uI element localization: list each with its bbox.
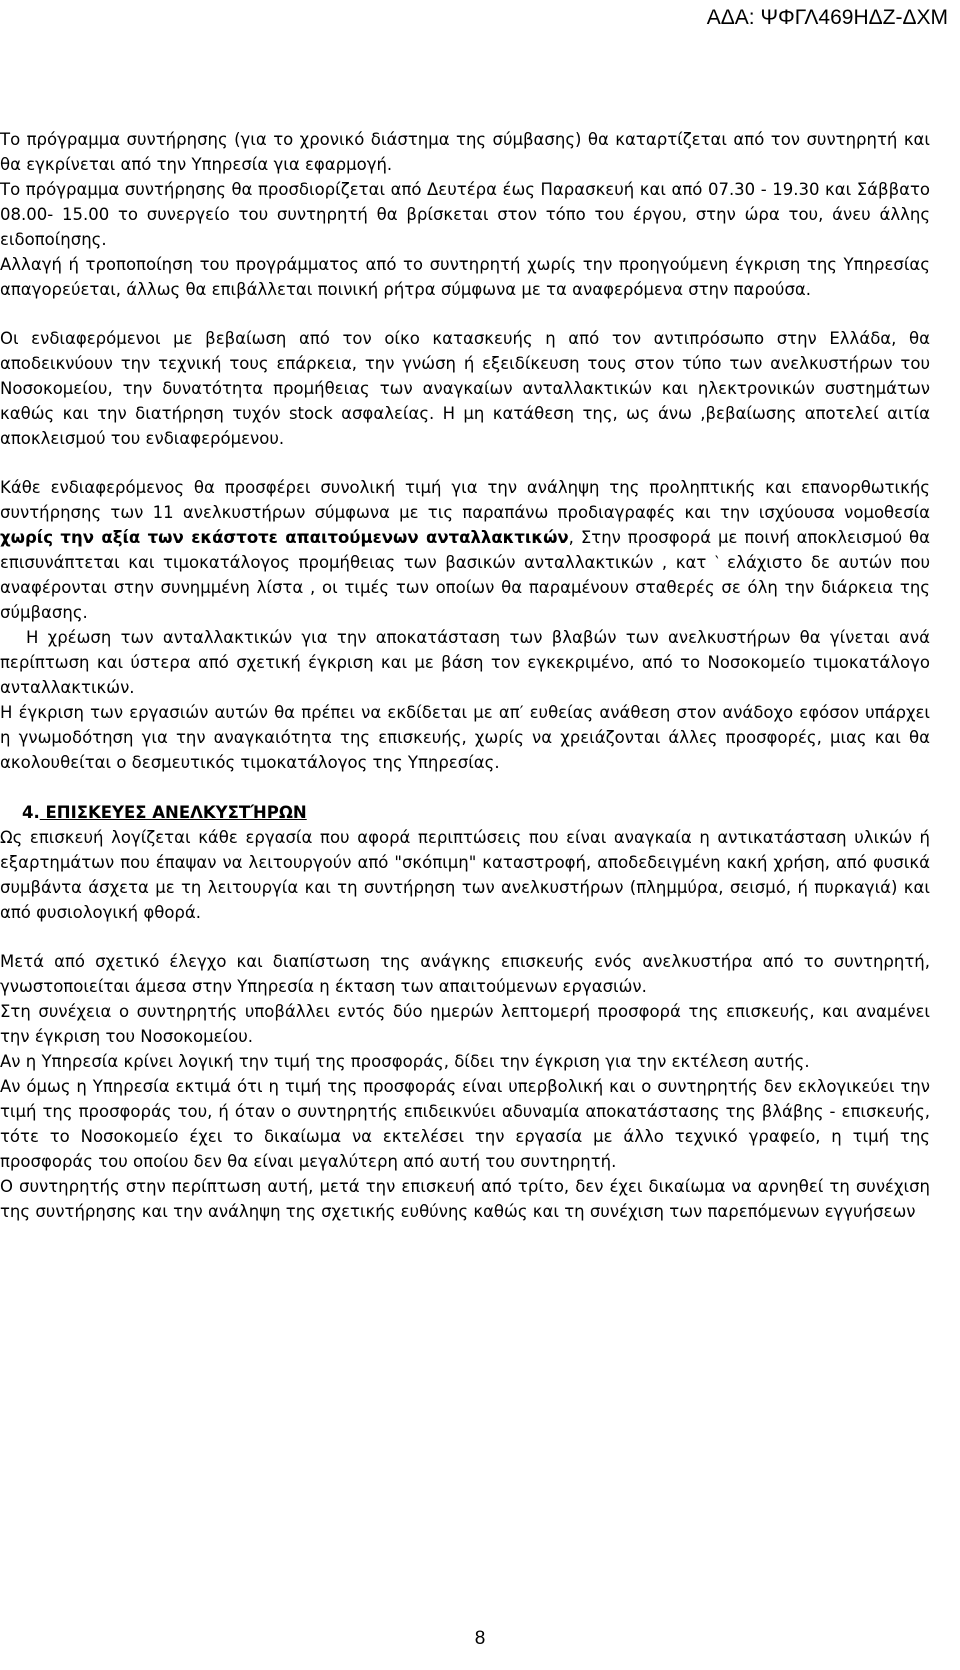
text-run: Κάθε ενδιαφερόμενος θα προσφέρει συνολική τιμή για την ανάληψη της προληπτικής και επανορθωτικής συντήρησης των 11 ανελκυστήρων σύμφωνα με τις παραπάνω προδιαγραφές και την ισχύουσα νομοθεσία [0,478,930,522]
section-heading [0,800,940,825]
text-run: , Στην προσφορά με ποινή αποκλεισμού θα επισυνάπτεται και τιμοκατάλογος προμήθειας των βασικών ανταλλακτικών , κατ ‵ ελάχιστο δε αυτών που αναφέρονται στην συνημμένη λίστα , οι τιμές των οποίων θα παραμένουν σταθερές σε όλη την διάρκεια της σύμβασης. [0,528,930,622]
paragraph: Η έγκριση των εργασιών αυτών θα πρέπει να εκδίδεται με απ′ ευθείας ανάθεση στον ανάδοχο εφόσον υπάρχει η γνωμοδότηση για την αναγκαιότητα της επισκευής, χωρίς να χρειάζονται άλλες προσφορές, μιας και θα ακολουθείται ο δεσμευτικός τιμοκατάλογος της Υπηρεσίας. [0,703,930,772]
pricing-section [0,475,940,775]
paragraph: Μετά από σχετικό έλεγχο και διαπίστωση της ανάγκης επισκευής ενός ανελκυστήρα από το συντηρητή, γνωστοποιείται άμεσα στην Υπηρεσία η έκταση των απαιτούμενων εργασιών. [0,952,930,996]
repairs-section [0,825,940,925]
document-body [0,127,940,1224]
paragraph: Ως επισκευή λογίζεται κάθε εργασία που αφορά περιπτώσεις που είναι αναγκαία η αντικατάσταση υλικών ή εξαρτημάτων που έπαψαν να λειτουργούν από "σκόπιμη" καταστροφή, αποδεδειγμένη κακή χρήση, από φυσικά συμβάντα άσχετα με τη λειτουργία και τη συντήρηση των ανελκυστήρων (πλημμύρα, σεισμό, ή πυρκαγιά) και από φυσιολογική φθορά. [0,828,930,922]
paragraph: Η χρέωση των ανταλλακτικών για την αποκατάσταση των βλαβών των ανελκυστήρων θα γίνεται ανά περίπτωση και ύστερα από σχετική έγκριση και με βάση τον εγκεκριμένο, από το Νοσοκομείο τιμοκατάλογο ανταλλακτικών. [0,628,930,697]
paragraph: Αν όμως η Υπηρεσία εκτιμά ότι η τιμή της προσφοράς είναι υπερβολική και ο συντηρητής δεν εκλογικεύει την τιμή της προσφοράς του, ή όταν ο συντηρητής επιδεικνύει αδυναμία αποκατάστασης της βλάβης - επισκευής, τότε το Νοσοκομείο έχει το δικαίωμα να εκτελέσει την εργασία με άλλο τεχνικό γραφείο, η τιμή της προσφοράς του οποίου δεν θα είναι μεγαλύτερη από αυτή του συντηρητή. [0,1077,930,1171]
page-number: 8 [474,1628,486,1649]
section-title: ΕΠΙΣΚΕΥΕΣ ΑΝΕΛΚΥΣΤΉΡΩΝ [39,803,307,822]
ada-code: ΑΔΑ: ΨΦΓΛ469ΗΔΖ-ΔΧΜ [706,6,948,29]
paragraph: Οι ενδιαφερόμενοι με βεβαίωση από τον οίκο κατασκευής η από τον αντιπρόσωπο στην Ελλάδα, θα αποδεικνύουν την τεχνική τους επάρκεια, την γνώση ή εξειδίκευση τους στον τύπο των ανελκυστήρων του Νοσοκομείου, την δυνατότητα προμήθειας των αναγκαίων ανταλλακτικών και ηλεκτρονικών συστημάτων καθώς και την διατήρηση τυχόν stock ασφαλείας. Η μη κατάθεση της, ως άνω ,βεβαίωσης αποτελεί αιτία αποκλεισμού του ενδιαφερόμενου. [0,329,930,448]
paragraph: Το πρόγραμμα συντήρησης θα προσδιορίζεται από Δευτέρα έως Παρασκευή και από 07.30 - 19.30 και Σάββατο 08.00- 15.00 το συνεργείο του συντηρητή θα βρίσκεται στον τόπο του έργου, στην ώρα του, άνευ άλλης ειδοποίησης. [0,180,930,249]
bold-text: χωρίς την αξία των εκάστοτε απαιτούμενων ανταλλακτικών [0,528,569,547]
maintenance-schedule-section [0,127,940,302]
paragraph: Αν η Υπηρεσία κρίνει λογική την τιμή της προσφοράς, δίδει την έγκριση για την εκτέλεση αυτής. [0,1052,810,1071]
paragraph: Αλλαγή ή τροποποίηση του προγράμματος από το συντηρητή χωρίς την προηγούμενη έγκριση της Υπηρεσίας απαγορεύεται, άλλως θα επιβάλλεται ποινική ρήτρα σύμφωνα με τα αναφερόμενα στην παρούσα. [0,255,930,299]
paragraph [0,475,930,625]
certification-section [0,326,940,451]
paragraph: Ο συντηρητής στην περίπτωση αυτή, μετά την επισκευή από τρίτο, δεν έχει δικαίωμα να αρνηθεί τη συνέχιση της συντήρησης και την ανάληψη της σχετικής ευθύνης καθώς και τη συνέχιση των παρεπόμενων εγγυήσεων [0,1177,930,1221]
paragraph: Το πρόγραμμα συντήρησης (για το χρονικό διάστημα της σύμβασης) θα καταρτίζεται από τον συντηρητή και θα εγκρίνεται από την Υπηρεσία για εφαρμογή. [0,130,930,174]
repair-procedure-section [0,949,940,1224]
paragraph: Στη συνέχεια ο συντηρητής υποβάλλει εντός δύο ημερών λεπτομερή προσφορά της επισκευής, και αναμένει την έγκριση του Νοσοκομείου. [0,1002,930,1046]
section-number: 4. [22,803,40,822]
